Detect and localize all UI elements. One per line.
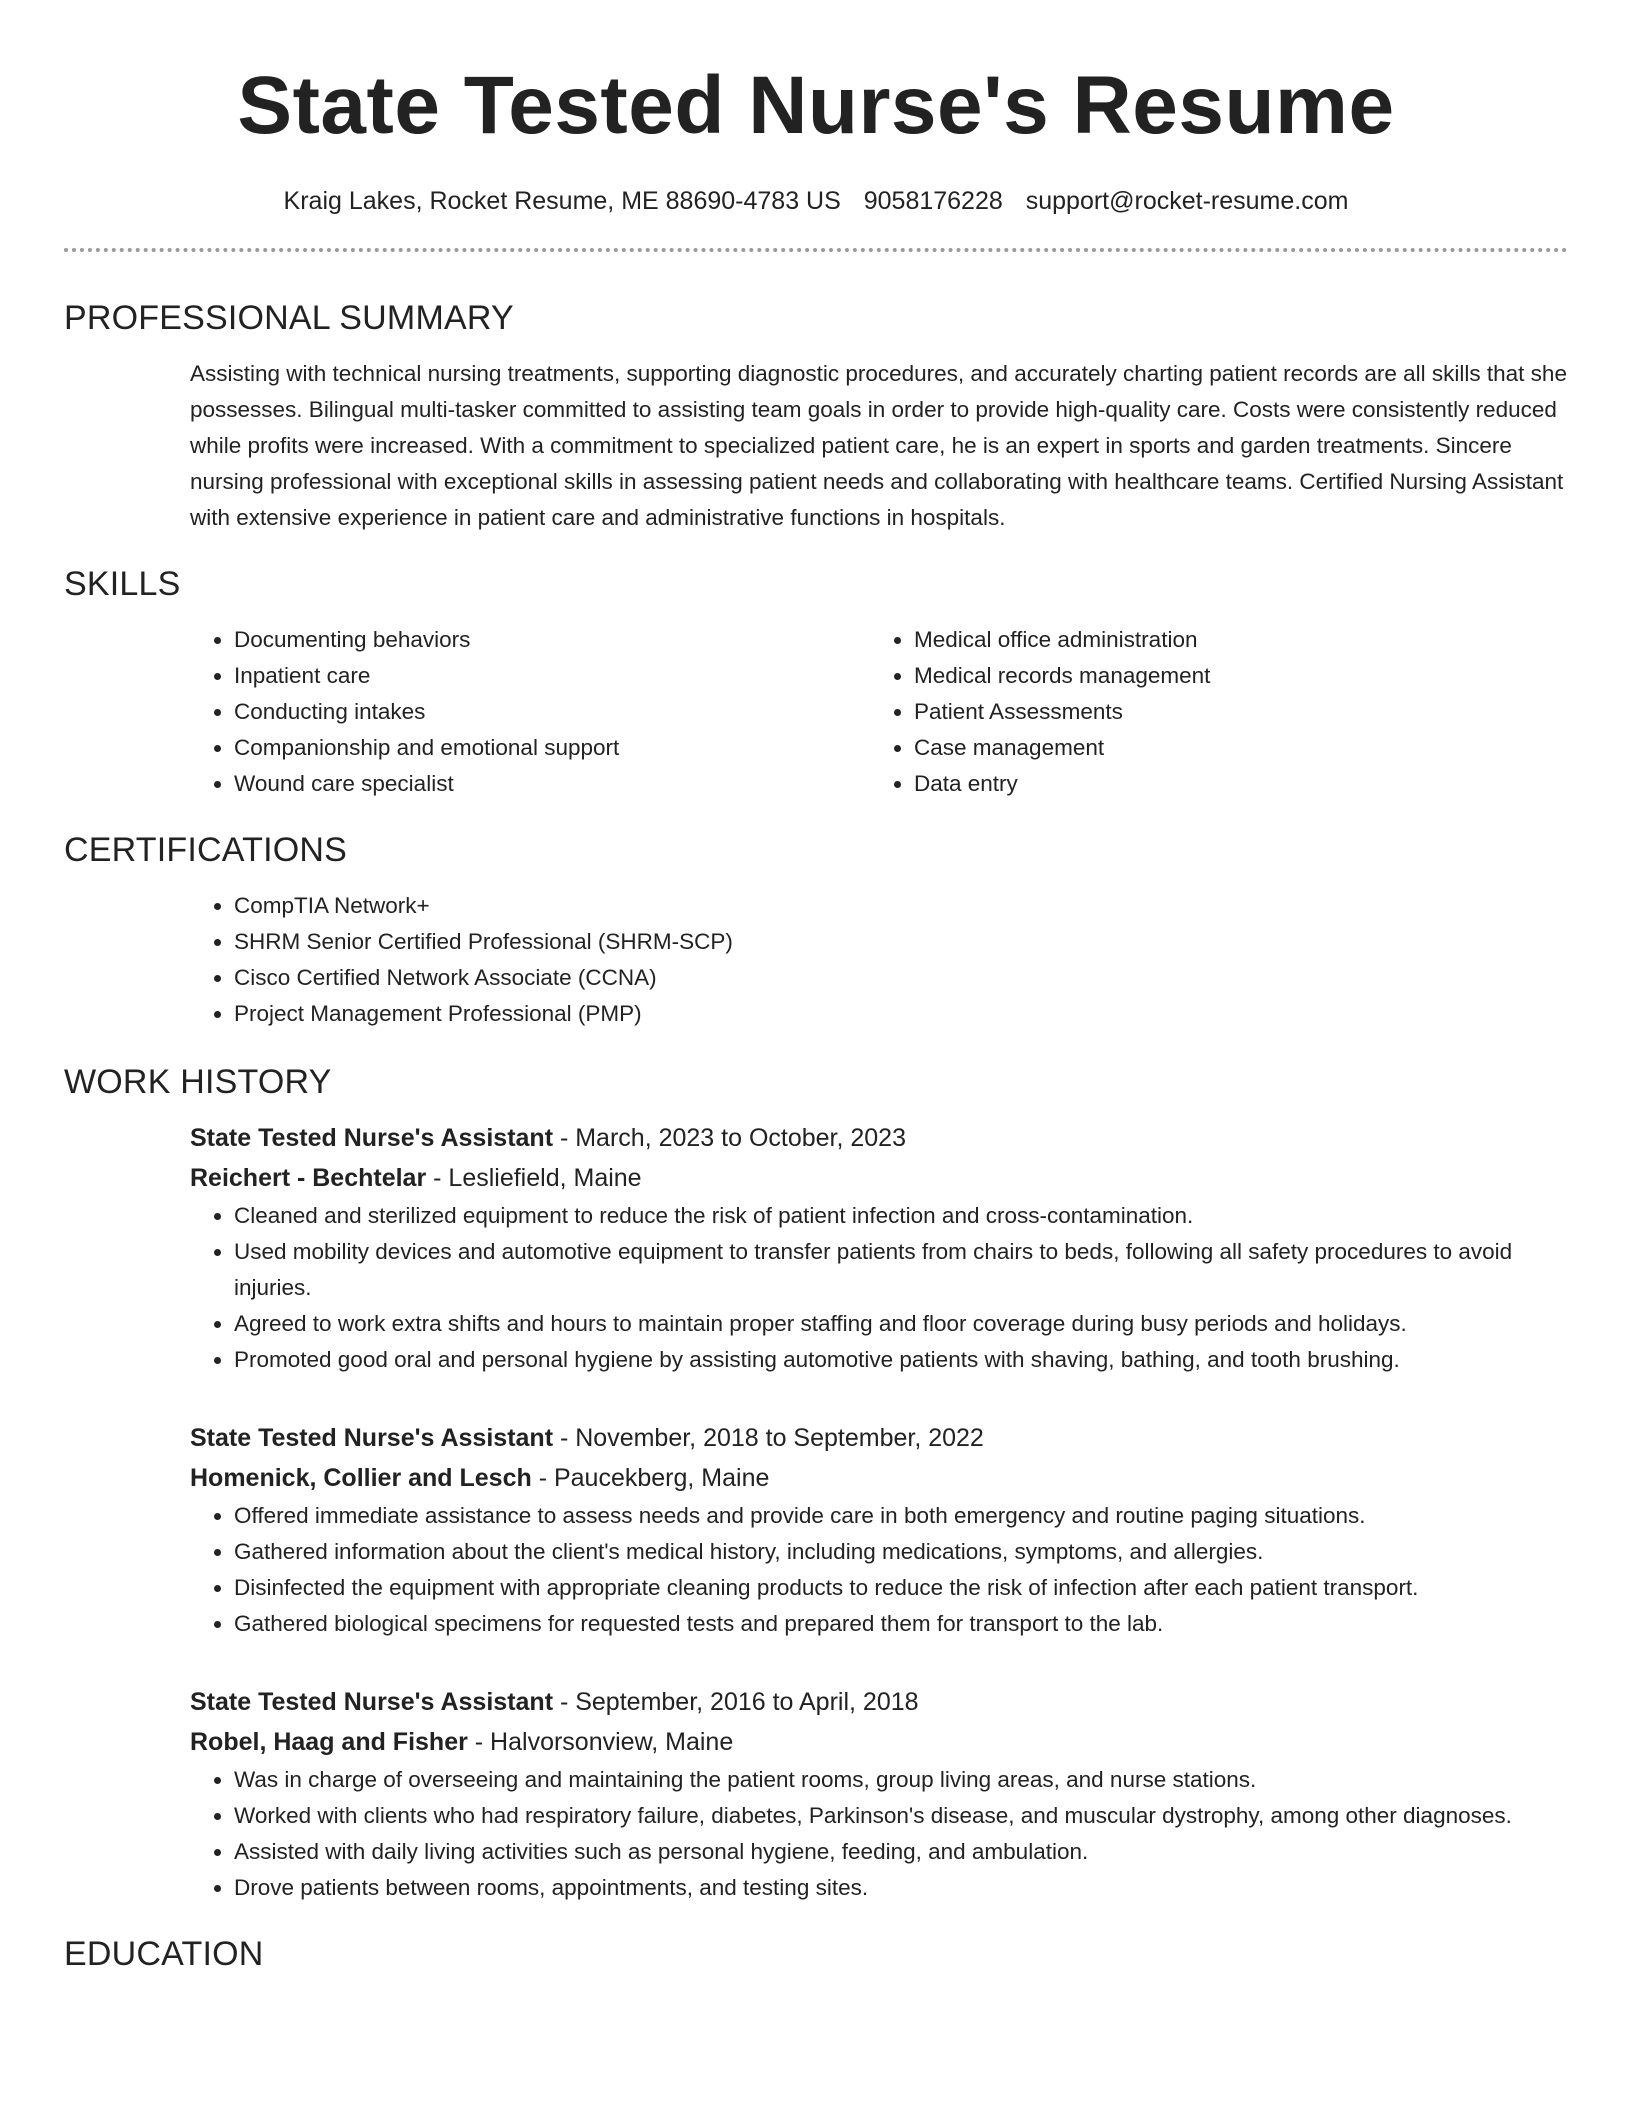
skill-item: • Data entry <box>914 766 1550 802</box>
job-duty-item: • Offered immediate assistance to assess needs and provide care in both emergency and routine paging situations. <box>234 1498 1568 1534</box>
job-duty-item: • Worked with clients who had respiratory failure, diabetes, Parkinson's disease, and muscular dystrophy, among other diagnoses. <box>234 1798 1568 1834</box>
skill-item: • Patient Assessments <box>914 694 1550 730</box>
contact-address: Kraig Lakes, Rocket Resume, ME 88690-4783 US <box>283 187 841 215</box>
skill-item: • Medical office administration <box>914 622 1550 658</box>
job-duty-item: • Gathered information about the client's medical history, including medications, symptoms, and allergies. <box>234 1534 1568 1570</box>
summary-text: Assisting with technical nursing treatments, supporting diagnostic procedures, and accurately charting patient records are all skills that she possesses. Bilingual multi-tasker committed to assisting team goals in order to provide high-quality care. Costs were consistently reduced while profits were increased. With a commitment to specialized patient care, he is an expert in sports and garden treatments. Sincere nursing professional with exceptional skills in assessing patient needs and collaborating with healthcare teams. Certified Nursing Assistant with extensive experience in patient care and administrative functions in hospitals. <box>190 361 1567 530</box>
skill-item: • Inpatient care <box>234 658 870 694</box>
job-location: - Paucekberg, Maine <box>531 1464 770 1492</box>
contact-info <box>64 184 1568 218</box>
work-history-heading: WORK HISTORY <box>64 1063 332 1101</box>
job-title: State Tested Nurse's Assistant <box>190 1124 554 1152</box>
skill-item: • Conducting intakes <box>234 694 870 730</box>
job-duty-item: • Gathered biological specimens for requested tests and prepared them for transport to the lab. <box>234 1606 1568 1642</box>
job-location: - Halvorsonview, Maine <box>467 1728 734 1756</box>
education-heading: EDUCATION <box>64 1935 264 1973</box>
job-company: Robel, Haag and Fisher <box>190 1728 468 1756</box>
job-title: State Tested Nurse's Assistant <box>190 1424 554 1452</box>
job-dates: - November, 2018 to September, 2022 <box>553 1424 984 1452</box>
skill-item: • Wound care specialist <box>234 766 870 802</box>
job-entry <box>190 1682 1568 1906</box>
certifications-heading: CERTIFICATIONS <box>64 831 348 869</box>
skill-item: • Case management <box>914 730 1550 766</box>
certification-item: • Cisco Certified Network Associate (CCNA) <box>234 960 1568 996</box>
certification-item: • SHRM Senior Certified Professional (SHRM-SCP) <box>234 924 1568 960</box>
job-title-line <box>190 1118 1568 1158</box>
job-duty-item: • Was in charge of overseeing and maintaining the patient rooms, group living areas, and nurse stations. <box>234 1762 1568 1798</box>
certifications-list <box>190 888 1568 1032</box>
skill-item: • Companionship and emotional support <box>234 730 870 766</box>
skills-heading: SKILLS <box>64 565 181 603</box>
resume-title: State Tested Nurse's Resume <box>237 60 1395 151</box>
job-duty-item: • Assisted with daily living activities such as personal hygiene, feeding, and ambulation. <box>234 1834 1568 1870</box>
job-duty-item: • Used mobility devices and automotive equipment to transfer patients from chairs to beds, following all safety procedures to avoid injuries. <box>234 1234 1568 1306</box>
job-duty-item: • Drove patients between rooms, appointments, and testing sites. <box>234 1870 1568 1906</box>
job-title-line <box>190 1418 1568 1458</box>
job-duty-item: • Agreed to work extra shifts and hours to maintain proper staffing and floor coverage during busy periods and holidays. <box>234 1306 1568 1342</box>
job-company: Homenick, Collier and Lesch <box>190 1464 532 1492</box>
skills-list <box>190 622 1568 802</box>
contact-email: support@rocket-resume.com <box>1025 187 1349 215</box>
job-company: Reichert - Bechtelar <box>190 1164 427 1192</box>
certification-item: • Project Management Professional (PMP) <box>234 996 1568 1032</box>
job-duties <box>190 1198 1568 1378</box>
job-title-line <box>190 1682 1568 1722</box>
header-divider <box>64 248 1568 252</box>
job-entry <box>190 1118 1568 1378</box>
job-dates: - September, 2016 to April, 2018 <box>553 1688 919 1716</box>
certification-item: • CompTIA Network+ <box>234 888 1568 924</box>
summary-heading: PROFESSIONAL SUMMARY <box>64 299 514 337</box>
job-company-line <box>190 1158 1568 1198</box>
skill-item: • Medical records management <box>914 658 1550 694</box>
skills-column-right <box>870 622 1550 802</box>
job-title: State Tested Nurse's Assistant <box>190 1688 554 1716</box>
job-dates: - March, 2023 to October, 2023 <box>553 1124 906 1152</box>
contact-phone: 9058176228 <box>863 187 1003 215</box>
job-duty-item: • Promoted good oral and personal hygiene by assisting automotive patients with shaving, bathing, and tooth brushing. <box>234 1342 1568 1378</box>
job-company-line <box>190 1458 1568 1498</box>
job-location: - Lesliefield, Maine <box>426 1164 642 1192</box>
job-entry <box>190 1418 1568 1642</box>
job-duties <box>190 1762 1568 1906</box>
skill-item: • Documenting behaviors <box>234 622 870 658</box>
job-duty-item: • Cleaned and sterilized equipment to reduce the risk of patient infection and cross-contamination. <box>234 1198 1568 1234</box>
skills-column-left <box>190 622 870 802</box>
job-company-line <box>190 1722 1568 1762</box>
job-duty-item: • Disinfected the equipment with appropriate cleaning products to reduce the risk of infection after each patient transport. <box>234 1570 1568 1606</box>
job-duties <box>190 1498 1568 1642</box>
